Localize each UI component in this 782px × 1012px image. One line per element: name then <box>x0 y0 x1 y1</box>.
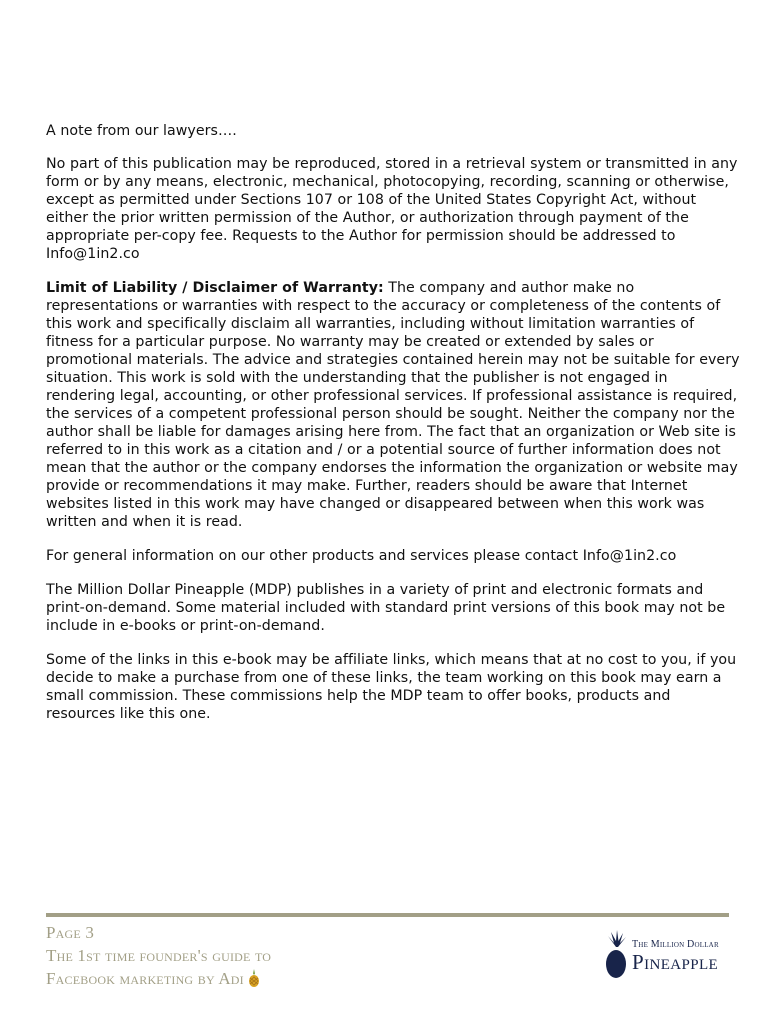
logo-big-text: Pineapple <box>632 950 719 974</box>
page-number: Page 3 <box>46 923 95 942</box>
affiliate-paragraph: Some of the links in this e-book may be affiliate links, which means that at no cost to you, if you decide to make a purchase from one of these links, the team working on this book may earn a small commission. These commissions help the MDP team to offer books, products and resources like this one. <box>46 652 737 722</box>
intro-line: A note from our lawyers…. <box>46 123 237 139</box>
footer-title-line-2-row <box>46 969 271 993</box>
pineapple-logo-icon <box>603 930 629 984</box>
mdp-logo <box>603 930 728 982</box>
formats-paragraph: The Million Dollar Pineapple (MDP) publishes in a variety of print and electronic formats and print-on-demand. Some material included with standard print versions of this book may not be include in e-books or print-on-demand. <box>46 582 726 634</box>
copyright-paragraph: No part of this publication may be reproduced, stored in a retrieval system or transmitted in any form or by any means, electronic, mechanical, photocopying, recording, scanning or otherwise, except as permitted under Sections 107 or 108 of the United States Copyright Act, without either the prior written permission of the Author, or authorization through payment of the appropriate per-copy fee. Requests to the Author for permission should be addressed to Info@1in2.co <box>46 156 738 262</box>
footer-text <box>46 923 271 993</box>
liability-text: The company and author make no representations or warranties with respect to the accuracy or completeness of the contents of this work and specifically disclaim all warranties, including without limitation warranties of fitness for a particular purpose. No warranty may be created or extended by sales or promotional materials. The advice and strategies contained herein may not be suitable for every situation. This work is sold with the understanding that the publisher is not engaged in rendering legal, accounting, or other professional services. If professional assistance is required, the services of a competent professional person should be sought. Neither the company nor the author shall be liable for damages arising here from. The fact that an organization or Web site is referred to in this work as a citation and / or a potential source of further information does not mean that the author or the company endorses the information the organization or website may provide or recommendations it may make. Further, readers should be aware that Internet websites listed in this work may have changed or disappeared between when this work was written and when it is read. <box>46 280 740 530</box>
general-info-paragraph: For general information on our other products and services please contact Info@1in2.co <box>46 548 677 564</box>
footer-title-line-2: Facebook marketing by Adi <box>46 969 244 988</box>
document-body <box>46 122 740 739</box>
liability-heading: Limit of Liability / Disclaimer of Warranty: <box>46 280 384 296</box>
footer-rule <box>46 913 729 917</box>
liability-paragraph <box>46 279 740 531</box>
logo-small-text: The Million Dollar <box>632 939 719 950</box>
footer-title-line-1: The 1st time founder's guide to <box>46 946 272 965</box>
pineapple-icon <box>247 969 261 992</box>
